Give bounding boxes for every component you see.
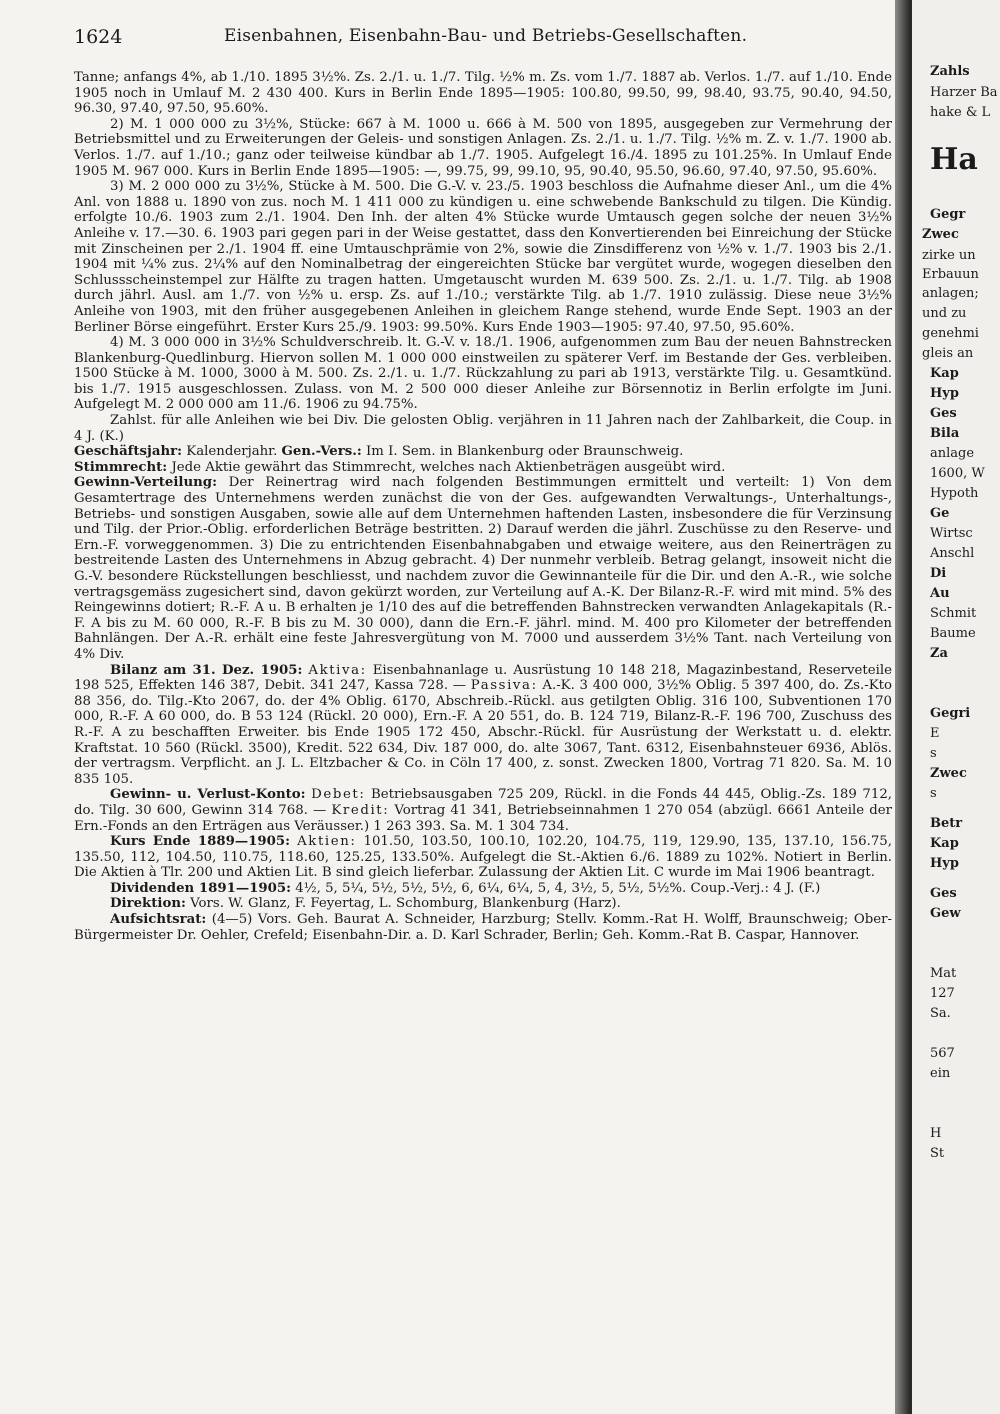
guv-debet-label: Debet: [311, 787, 366, 803]
adjacent-page-line: Au [930, 586, 950, 601]
adjacent-page-line: Gegr [930, 207, 966, 222]
adjacent-page-line: Sa. [930, 1006, 951, 1021]
bilanz-aktiva-label: Aktiva: [308, 662, 367, 678]
running-title: Eisenbahnen, Eisenbahn-Bau- und Betriebs-Gesellschaften. [224, 26, 748, 46]
gewinn-verteilung-label: Gewinn-Verteilung: [74, 475, 218, 491]
adjacent-page-line: Ges [930, 886, 957, 901]
dividenden-text: 4½, 5, 5¼, 5½, 5½, 5½, 6, 6¼, 6¼, 5, 4, 3½, 5, 5½, 5½%. Coup.-Verj.: 4 J. (F.) [295, 880, 821, 896]
kurs-aktien-label: Aktien: [297, 834, 357, 850]
geschaeftsjahr-label: Geschäftsjahr: [74, 444, 183, 460]
adjacent-page-line: anlage [930, 446, 975, 461]
paragraph-anleihe-2: 2) M. 1 000 000 zu 3½%, Stücke: 667 à M. 1000 u. 666 à M. 500 von 1895, ausgegeben zur Vermehrung der Betriebsmittel und zu Erweiterungen der Geleis- und sonstigen Anlagen. Zs. 2./1. u. 1./7. Tilg. ½% m. Z. v. 1./7. 1900 ab. Verlos. 1./7. auf 1./10.; ganz oder teilweise kündbar ab 1./7. 1905. Aufgelegt 16./4. 1895 zu 101.25%. In Umlauf Ende 1905 M. 967 000. Kurs in Berlin Ende 1895—1905: —, 99.75, 99, 99.10, 95, 90.40, 95.50, 96.60, 97.40, 97.50, 95.60%. [74, 116, 892, 179]
paragraph-anleihe-3: 3) M. 2 000 000 zu 3½%, Stücke à M. 500. Die G.-V. v. 23./5. 1903 beschloss die Aufnahme dieser Anl., um die 4% Anl. von 1888 u. 1890 von zus. noch M. 1 411 000 zu kündigen u. eine schwebende Bankschuld zu tilgen. Die Kündig. erfolgte 10./6. 1903 zum 2./1. 1904. Den Inh. der alten 4% Stücke wurde Umtausch gegen solche der neuen 3½% Anleihe v. 17.—30. 6. 1903 pari gegen pari in der Weise gestattet, dass den Konvertierenden bei Einreichung der Stücke mit Zinscheinen per 2./1. 1904 ff. eine Umtauschprämie von 2%, sowie die Zinsdifferenz von ½% v. 1./7. 1903 bis 2./1. 1904 mit ¼% zus. 2¼% auf den Nominalbetrag der eingereichten Stücke bar vergütet wurde, wogegen dieselben den Schlussscheinstempel zur Hälfte zu tragen hatten. Umgetauscht wurden M. 639 500. Zs. 2./1. u. 1./7. Tilg. ab 1908 durch jährl. Ausl. am 1./7. von ½% u. ersp. Zs. auf 1./10.; verstärkte Tilg. ab 1./7. 1910 zulässig. Diese neue 3½% Anleihe von 1903, mit den früher ausgegebenen Anleihen in gleichem Range stehend, wurde Ende Sept. 1903 an der Berliner Börse eingeführt. Erster Kurs 25./9. 1903: 99.50%. Kurs Ende 1903—1905: 97.40, 97.50, 95.60%. [74, 179, 892, 335]
dividenden-label: Dividenden 1891—1905: [110, 880, 292, 896]
adjacent-page-line: Hyp [930, 856, 959, 871]
adjacent-page-line: St [930, 1146, 945, 1161]
adjacent-page-line: Hyp [930, 386, 959, 401]
adjacent-page-line: Wirtsc [930, 526, 973, 541]
adjacent-page-line: Harzer Ba [930, 85, 998, 100]
adjacent-page-line: ein [930, 1066, 951, 1081]
section-gewinn-verlust-konto [74, 787, 892, 834]
bilanz-passiva-label: Passiva: [470, 678, 538, 694]
adjacent-page-line: Kap [930, 836, 959, 851]
adjacent-page-line: Mat [930, 966, 957, 981]
direktion-label: Direktion: [110, 896, 186, 912]
gewinn-verteilung-text: Der Reinertrag wird nach folgenden Bestimmungen ermittelt und verteilt: 1) Von dem Gesamtertrage des Unternehmens werden zunächst die von der Ges. aufgewandten Verwaltungs-, Unterhaltungs-, Betriebs- und sonstigen Ausgaben, sowie alle auf dem Unternehmen haftenden Lasten, insbesondere die für Verzinsung und Tilg. der Prior.-Oblig. erforderlichen Beträge bestritten. 2) Darauf werden die jährl. Zuschüsse zu den Reserve- und Ern.-F. vorweggenommen. 3) Die zu entrichtenden Eisenbahnabgaben und etwaige weitere, aus den Reinerträgen zu bestreitende Lasten des Unternehmens in Abzug gebracht. 4) Der nunmehr verbleib. Betrag gelangt, insoweit nicht die G.-V. besondere Rückstellungen beschliesst, und nachdem zuvor die Gewinnanteile für die Dir. und den A.-R., wie solche vertragsgemäss zugesichert sind, davon gekürzt worden, zur Verteilung auf A.-K. Der Bilanz-R.-F. wird mit mind. 5% des Reingewinns dotiert; R.-F. A u. B erhalten je 1/10 des auf die betreffenden Bahnstrecken verwandten Anlagekapitals (R.-F. A bis zu M. 60 000, R.-F. B bis zu M. 30 000), dann die Ern.-F. jährl. mind. M. 400 pro Kilometer der betreffenden Bahnlängen. Der A.-R. erhält eine feste Jahresvergütung von M. 7000 und ausserdem 3½% Tant. nach Verteilung von 4% Div. [74, 475, 892, 662]
genvers-label: Gen.-Vers.: [281, 444, 362, 460]
adjacent-page-line: anlagen; [922, 286, 979, 301]
adjacent-page-line: Anschl [930, 546, 975, 561]
adjacent-page-line: Zahls [930, 64, 970, 79]
section-geschaeftsjahr [74, 444, 892, 460]
guv-label: Gewinn- u. Verlust-Konto: [110, 787, 306, 803]
adjacent-page-line: 127 [930, 986, 955, 1001]
adjacent-page-line: Zwec [922, 227, 959, 242]
guv-kredit-text: Vortrag 41 341, Betriebseinnahmen 1 270 054 (abzügl. 6661 Anteile der Ern.-Fonds an den Erträgen aus Veräusser.) 1 263 393. Sa. M. 1 304 734. [74, 802, 892, 834]
adjacent-page-line: Hypoth [930, 486, 979, 501]
guv-debet-text: Betriebsausgaben 725 209, Rückl. in die Fonds 44 445, Oblig.-Zs. 189 712, do. Tilg. 30 600, Gewinn 314 768. — [74, 787, 892, 818]
adjacent-page-line: Gew [930, 906, 961, 921]
section-gewinn-verteilung [74, 475, 892, 662]
adjacent-page-line: s [930, 786, 937, 801]
adjacent-page-line: Gegri [930, 706, 971, 721]
adjacent-page-strip [910, 0, 1000, 1414]
aufsichtsrat-label: Aufsichtsrat: [110, 912, 207, 928]
bilanz-label: Bilanz am 31. Dez. 1905: [110, 662, 303, 678]
paragraph-zahlstellen: Zahlst. für alle Anleihen wie bei Div. Die gelosten Oblig. verjähren in 11 Jahren nach der Zahlbarkeit, die Coup. in 4 J. (K.) [74, 413, 892, 444]
adjacent-page-line: Za [930, 646, 948, 661]
kurs-label: Kurs Ende 1889—1905: [110, 834, 291, 850]
adjacent-page-line: 1600, W [930, 466, 985, 481]
adjacent-page-line: Ges [930, 406, 957, 421]
aufsichtsrat-text: (4—5) Vors. Geh. Baurat A. Schneider, Harzburg; Stellv. Komm.-Rat H. Wolff, Braunschweig; Ober-Bürgermeister Dr. Oehler, Crefeld; Eisenbahn-Dir. a. D. Karl Schrader, Berlin; Geh. Komm.-Rat B. Caspar, Hannover. [74, 912, 892, 943]
adjacent-page-line: Baume [930, 626, 976, 641]
section-stimmrecht [74, 460, 892, 476]
genvers-text: Im I. Sem. in Blankenburg oder Braunschweig. [366, 444, 684, 460]
adjacent-page-line: Schmit [930, 606, 977, 621]
adjacent-page-line: Di [930, 566, 947, 581]
adjacent-page-line: H [930, 1126, 942, 1141]
bilanz-aktiva-text: Eisenbahnanlage u. Ausrüstung 10 148 218, Magazinbestand, Reserveteile 198 525, Effekten 146 387, Debit. 341 247, Kassa 728. — [74, 662, 892, 694]
adjacent-page-line: Bila [930, 426, 960, 441]
adjacent-page-line: Ha [930, 142, 978, 177]
section-direktion [74, 896, 892, 912]
adjacent-page-line: und zu [922, 306, 967, 321]
guv-kredit-label: Kredit: [331, 802, 390, 818]
adjacent-page-line: Zwec [930, 766, 967, 781]
direktion-text: Vors. W. Glanz, F. Feyertag, L. Schomburg, Blankenburg (Harz). [190, 896, 621, 912]
page-body [74, 70, 892, 943]
section-kurs [74, 834, 892, 881]
stimmrecht-label: Stimmrecht: [74, 459, 168, 475]
adjacent-page-line: 567 [930, 1046, 955, 1061]
page-header [74, 26, 894, 56]
adjacent-page-line: Kap [930, 366, 959, 381]
section-dividenden [74, 881, 892, 897]
adjacent-page-line: genehmi [922, 326, 979, 341]
adjacent-page-line: hake & L [930, 105, 991, 120]
adjacent-page-line: s [930, 746, 937, 761]
paragraph-anleihe-4: 4) M. 3 000 000 in 3½% Schuldverschreib. lt. G.-V. v. 18./1. 1906, aufgenommen zum Bau der neuen Bahnstrecken Blankenburg-Quedlinburg. Hiervon sollen M. 1 000 000 einstweilen zu späterer Verf. im Bestande der Ges. verbleiben. 1500 Stücke à M. 1000, 3000 à M. 500. Zs. 2./1. u. 1./7. Rückzahlung zu pari ab 1913, verstärkte Tilg. u. Gesamtkünd. bis 1./7. 1915 ausgeschlossen. Zulass. von M. 2 500 000 dieser Anleihe zur Börsennotiz in Berlin erfolgte im Juni. Aufgelegt M. 2 000 000 am 11./6. 1906 zu 94.75%. [74, 335, 892, 413]
adjacent-page-line: Betr [930, 816, 963, 831]
stimmrecht-text: Jede Aktie gewährt das Stimmrecht, welches nach Aktienbeträgen ausgeübt wird. [171, 459, 726, 475]
adjacent-page-line: Ge [930, 506, 950, 521]
adjacent-page-line: zirke un [922, 248, 976, 263]
geschaeftsjahr-text: Kalenderjahr. [186, 444, 278, 460]
page-number: 1624 [74, 26, 123, 48]
adjacent-page-line: E [930, 726, 940, 741]
adjacent-page-line: Erbauun [922, 267, 979, 282]
paragraph-anleihe-1-continued: Tanne; anfangs 4%, ab 1./10. 1895 3½%. Zs. 2./1. u. 1./7. Tilg. ½% m. Zs. vom 1./7. 1887 ab. Verlos. 1./7. auf 1./10. Ende 1905 noch in Umlauf M. 2 430 400. Kurs in Berlin Ende 1895—1905: 100.80, 99.50, 99, 98.40, 93.75, 90.40, 94.50, 96.30, 97.40, 97.50, 95.60%. [74, 70, 892, 117]
adjacent-page-line: gleis an [922, 346, 974, 361]
section-aufsichtsrat [74, 912, 892, 943]
bilanz-passiva-text: A.-K. 3 400 000, 3½% Oblig. 5 397 400, do. Zs.-Kto 88 356, do. Tilg.-Kto 2067, do. der 4% Oblig. 6170, Abschreib.-Rückl. aus getilgten Oblig. 316 100, Subventionen 170 000, R.-F. A 60 000, do. B 53 124 (Rückl. 20 000), Ern.-F. A 20 551, do. B. 124 719, Bilanz-R.-F. 196 700, Zuschuss des R.-F. A zu beschafften Erweiter. bis Ende 1905 172 450, Abschr.-Rückl. für Ausrüstung der Werkstatt u. d. elektr. Kraftstat. 10 560 (Rückl. 3500), Kredit. 522 634, Div. 187 000, do. alte 3067, Tant. 6312, Eisenbahnsteuer 6936, Ablös. der vertragsm. Verpflicht. an J. L. Eltzbacher & Co. in Cöln 17 400, z. sonst. Zwecken 1800, Vortrag 71 820. Sa. M. 10 835 105. [74, 678, 892, 787]
book-gutter [895, 0, 911, 1414]
section-bilanz [74, 663, 892, 788]
kurs-text: 101.50, 103.50, 100.10, 102.20, 104.75, 119, 129.90, 135, 137.10, 156.75, 135.50, 112, 104.50, 110.75, 118.60, 125.25, 133.50%. Aufgelegt die St.-Aktien 6./6. 1889 zu 102%. Notiert in Berlin. Die Aktien à Tlr. 200 und Aktien Lit. B sind gleich lieferbar. Zulassung der Aktien Lit. C wurde im Mai 1906 beantragt. [74, 834, 892, 881]
